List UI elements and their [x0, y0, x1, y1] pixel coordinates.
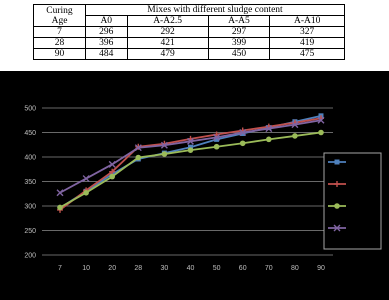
y-tick-label: 300: [24, 203, 36, 211]
data-point: [57, 205, 63, 211]
value-cell: 421: [127, 38, 208, 49]
column-header: A0: [85, 16, 127, 27]
y-tick-label: 250: [24, 228, 36, 235]
strength-table: [33, 4, 345, 60]
value-cell: 475: [270, 49, 345, 60]
x-tick-label: 70: [264, 265, 273, 272]
value-cell: 292: [127, 27, 208, 38]
value-cell: 450: [208, 49, 270, 60]
data-point: [162, 151, 168, 157]
curing-header-line2: Age: [51, 15, 68, 26]
data-point: [240, 140, 246, 146]
data-point: [266, 137, 272, 143]
table-row: [34, 38, 345, 49]
y-tick-label: 450: [24, 130, 36, 137]
data-point: [136, 155, 142, 161]
value-cell: 484: [85, 49, 127, 60]
value-cell: 296: [85, 27, 127, 38]
value-cell: 399: [208, 38, 270, 49]
x-tick-label: 7: [58, 265, 62, 272]
age-cell: 90: [34, 49, 86, 60]
x-tick-label: 30: [160, 265, 169, 272]
table-row: [34, 49, 345, 60]
column-header: A-A2.5: [127, 16, 208, 27]
line-chart: [0, 71, 389, 300]
data-point: [318, 130, 324, 136]
legend-box: [324, 153, 381, 249]
legend-marker-1: [335, 160, 340, 165]
value-cell: 396: [85, 38, 127, 49]
table-row: [34, 27, 345, 38]
x-tick-label: 20: [108, 265, 117, 272]
x-tick-label: 50: [212, 265, 221, 272]
x-tick-label: 40: [186, 265, 195, 272]
curing-header-line1: Curing: [46, 5, 73, 16]
data-point: [214, 144, 220, 150]
column-header: A-A5: [208, 16, 270, 27]
x-tick-label: 60: [238, 265, 247, 272]
y-tick-label: 200: [24, 252, 36, 260]
mixes-group-header: Mixes with different sludge content: [85, 5, 344, 16]
legend-marker-3: [334, 203, 340, 209]
value-cell: 479: [127, 49, 208, 60]
data-point: [83, 190, 89, 196]
table-header-row: [34, 5, 345, 16]
value-cell: 419: [270, 38, 345, 49]
column-header: A-A10: [270, 16, 345, 27]
y-tick-label: 350: [24, 179, 36, 186]
chart-container: [0, 71, 389, 300]
data-point: [292, 133, 298, 139]
y-tick-label: 500: [24, 105, 36, 113]
data-point: [188, 147, 194, 153]
curing-age-header: [34, 5, 86, 27]
y-tick-label: 400: [24, 154, 36, 162]
x-tick-label: 80: [291, 265, 299, 272]
data-point: [109, 174, 115, 180]
age-cell: 28: [34, 38, 86, 49]
value-cell: 297: [208, 27, 270, 38]
age-cell: 7: [34, 27, 86, 38]
x-tick-label: 90: [317, 265, 325, 272]
value-cell: 327: [270, 27, 345, 38]
x-tick-label: 10: [82, 265, 90, 272]
x-tick-label: 28: [134, 265, 143, 272]
